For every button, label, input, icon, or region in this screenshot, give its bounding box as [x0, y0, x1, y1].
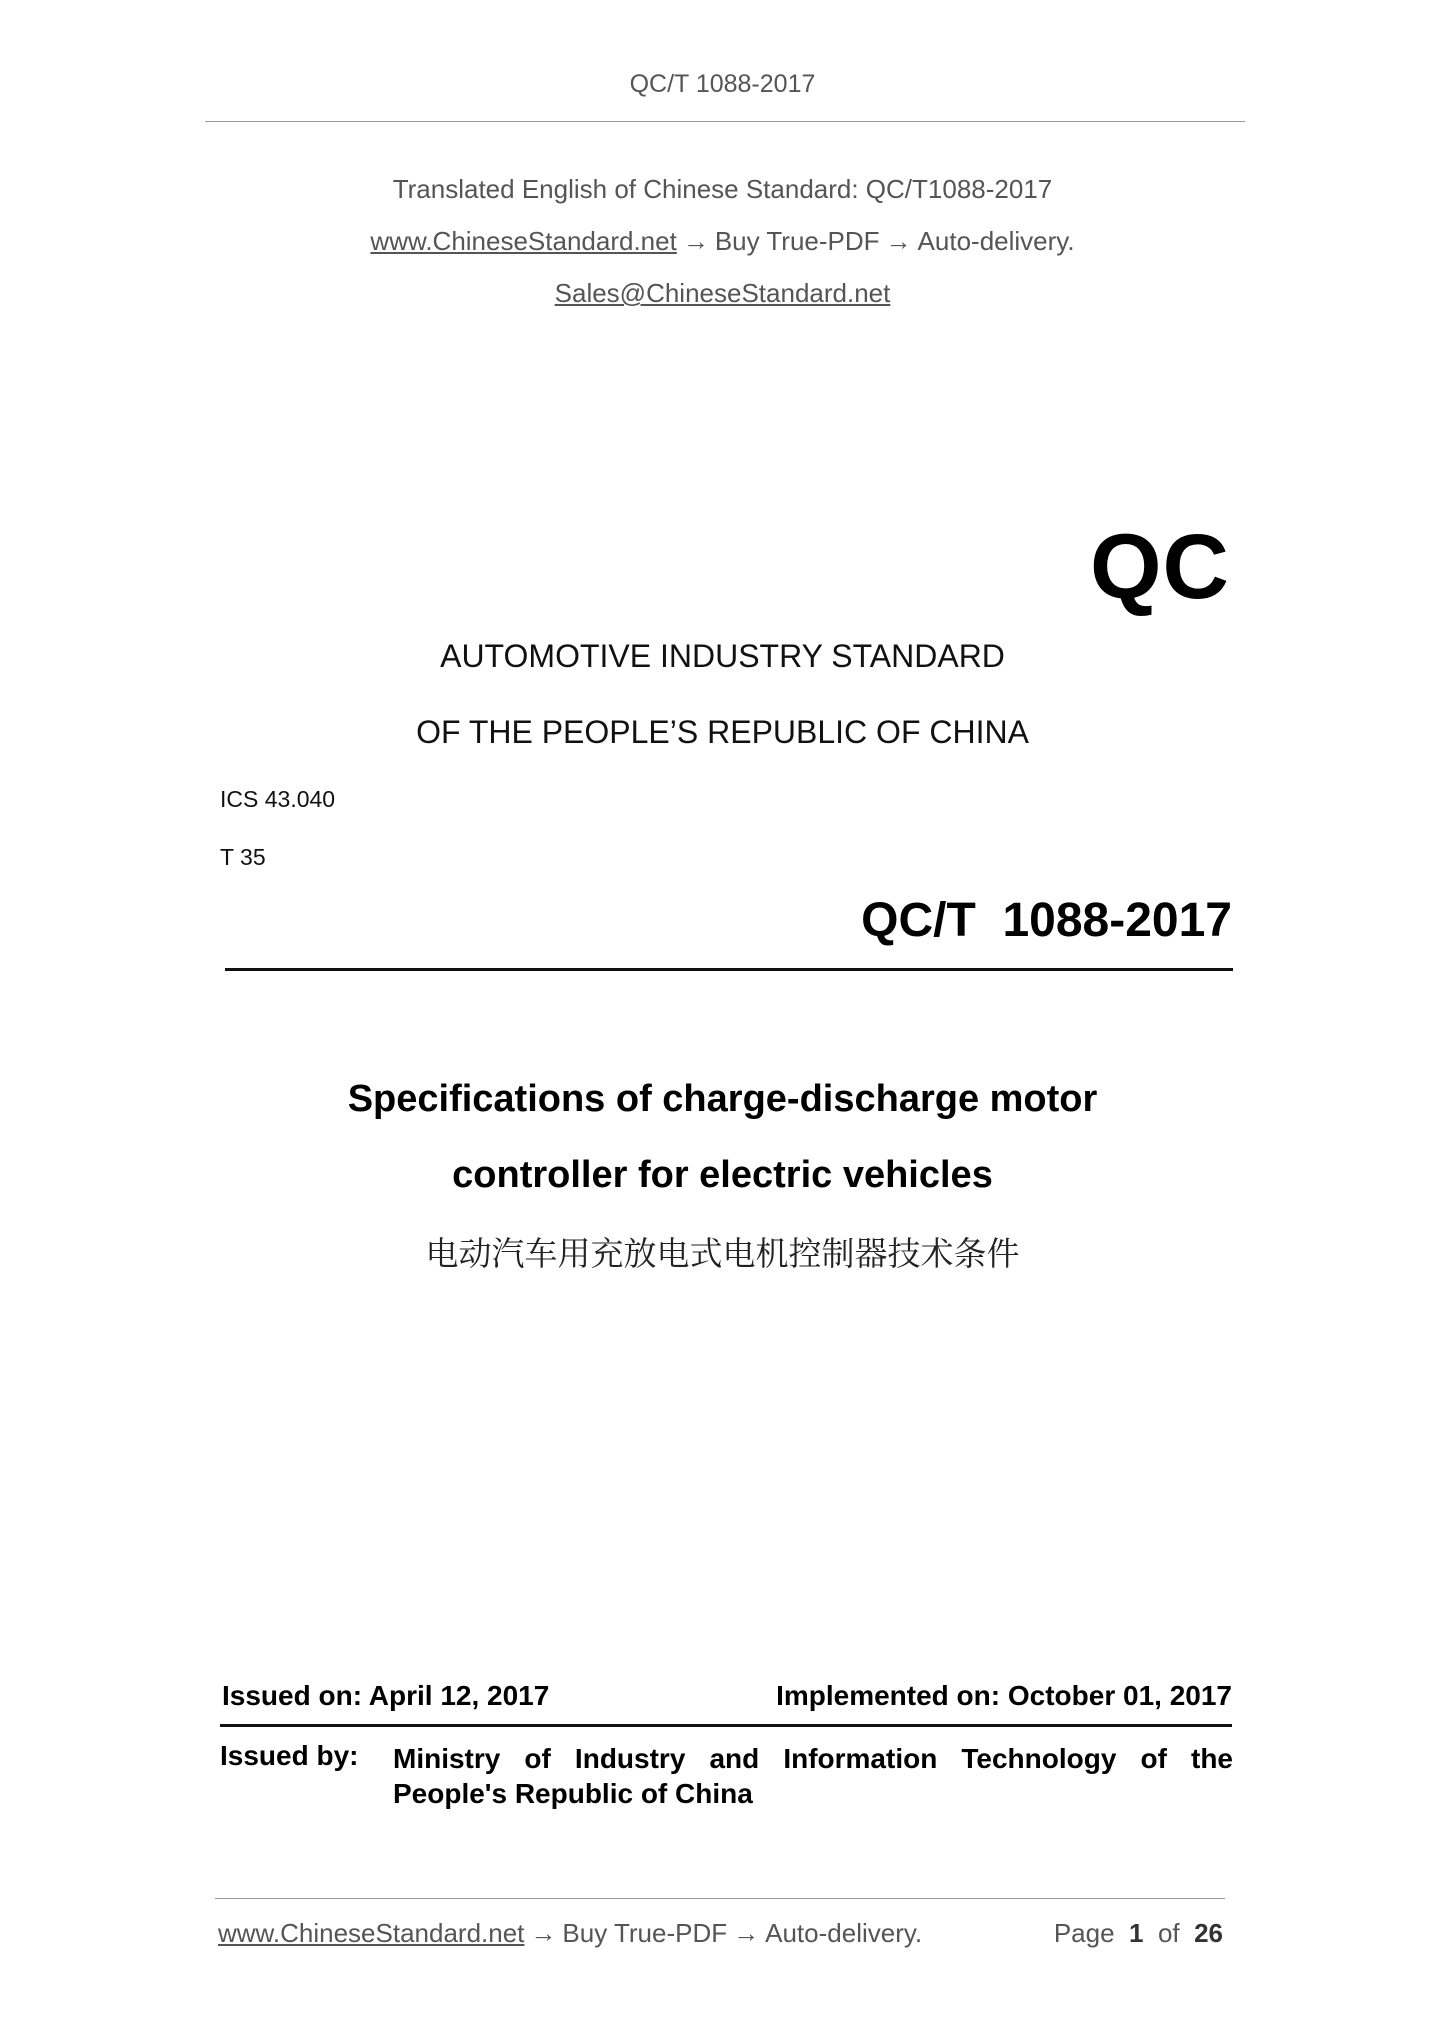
issued-on-date: Issued on: April 12, 2017: [222, 1680, 550, 1711]
footer-auto-text: Auto-delivery.: [765, 1918, 923, 1948]
footer-promo: [218, 1918, 922, 1949]
standard-number: QC/T 1088-2017: [861, 894, 1232, 947]
footer-buy-text: Buy True-PDF: [562, 1918, 728, 1948]
arrow-right-icon: →: [530, 1918, 557, 1948]
page-word: Page: [1053, 1918, 1115, 1948]
promo-auto-text: Auto-delivery.: [917, 226, 1075, 256]
footer-site-link[interactable]: www.ChineseStandard.net: [218, 1918, 525, 1948]
running-header: QC/T 1088-2017: [629, 70, 816, 98]
issued-by-label: Issued by:: [220, 1740, 359, 1771]
of-word: of: [1157, 1918, 1180, 1948]
dates-rule: [220, 1724, 1232, 1727]
promo-translation-line: Translated English of Chinese Standard: QC/T1088-2017: [392, 174, 1053, 204]
footer-divider: [215, 1898, 1225, 1899]
arrow-right-icon: →: [733, 1918, 760, 1948]
title-cn: 电动汽车用充放电式电机控制器技术条件: [425, 1234, 1020, 1273]
qc-mark: QC: [1090, 516, 1230, 618]
standard-number-rule: [225, 968, 1233, 971]
sales-email-link[interactable]: Sales@ChineseStandard.net: [554, 278, 891, 308]
arrow-right-icon: →: [885, 226, 912, 256]
promo-buy-line: [0, 226, 1445, 257]
issued-by-line-2: People's Republic of China: [393, 1778, 753, 1809]
title-en-line-2: controller for electric vehicles: [452, 1154, 993, 1196]
authority-line-1: AUTOMOTIVE INDUSTRY STANDARD: [440, 638, 1005, 674]
implemented-on-date: Implemented on: October 01, 2017: [776, 1680, 1232, 1711]
t-code: T 35: [220, 844, 266, 870]
page-total: 26: [1194, 1918, 1223, 1948]
title-en-line-1: Specifications of charge-discharge motor: [347, 1078, 1098, 1120]
page-indicator: [1054, 1918, 1223, 1949]
promo-site-link[interactable]: www.ChineseStandard.net: [370, 226, 677, 256]
issued-by-line-1: Ministry of Industry and Information Technology of the: [393, 1743, 1233, 1774]
promo-buy-text: Buy True-PDF: [714, 226, 880, 256]
ics-code: ICS 43.040: [220, 786, 336, 812]
authority-line-2: OF THE PEOPLE’S REPUBLIC OF CHINA: [416, 714, 1029, 750]
page-current: 1: [1129, 1918, 1144, 1948]
promo-email-line: [0, 278, 1445, 309]
header-divider: [205, 121, 1245, 122]
arrow-right-icon: →: [682, 226, 709, 256]
